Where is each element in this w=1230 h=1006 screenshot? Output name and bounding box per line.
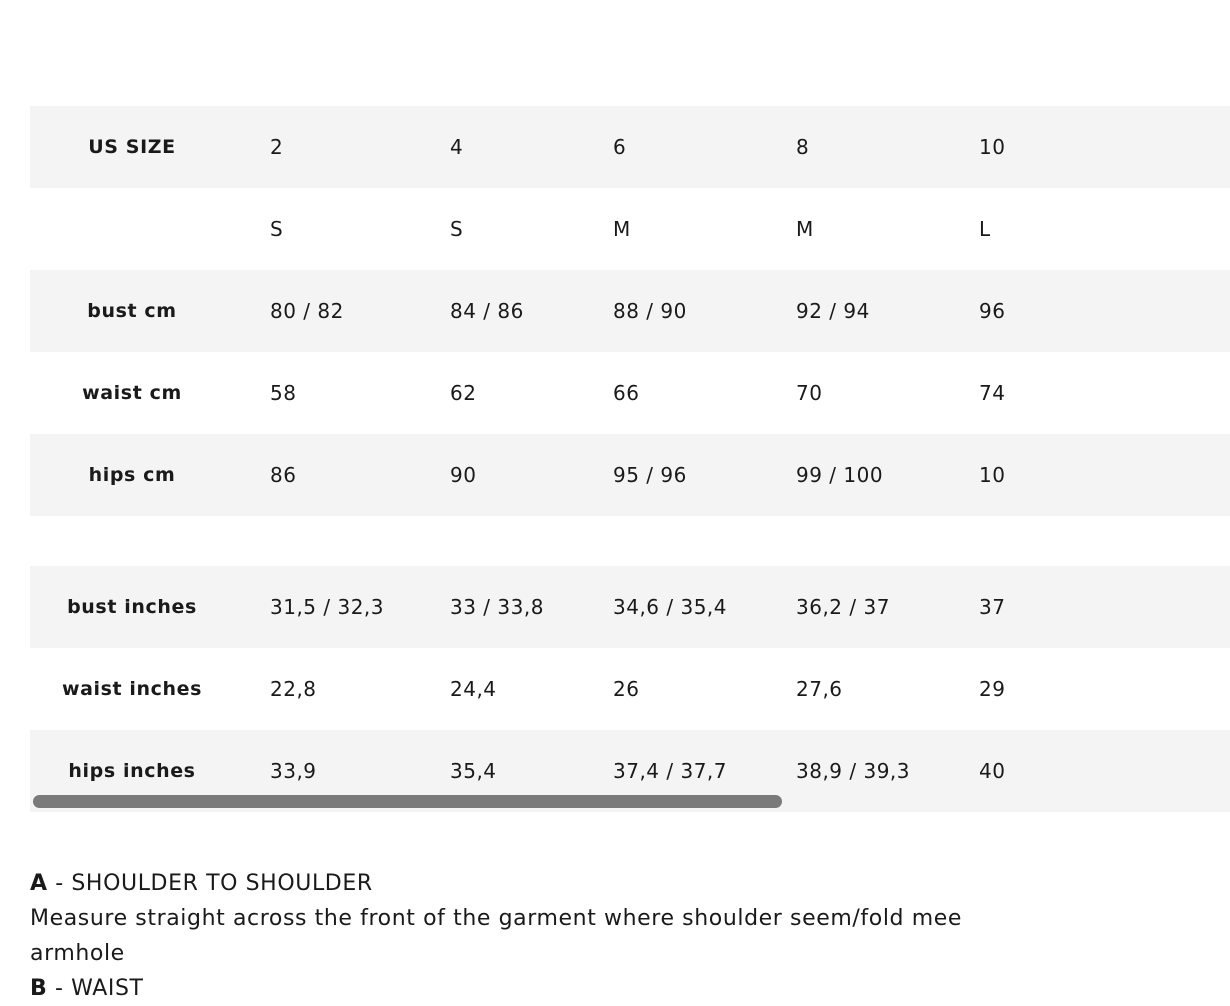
table-cell: 37,4 / 37,7 [613,759,728,783]
table-cell: 40 [979,759,1006,783]
measurement-b-letter: B [30,976,48,1001]
table-cell: 95 / 96 [613,463,687,487]
table-cell: 90 [450,463,477,487]
table-cell: M [613,217,631,241]
table-row-waist-inches [30,648,1230,730]
table-cell: 8 [796,135,810,159]
table-cell: 29 [979,677,1006,701]
table-row-waist-cm [30,352,1230,434]
table-cell: S [270,217,284,241]
table-row-letter-size [30,188,1230,270]
table-cell: 70 [796,381,823,405]
measurement-a-text-line2: armhole [30,941,125,966]
row-label: waist cm [82,382,182,404]
row-label: hips inches [68,760,196,782]
table-cell: 10 [979,463,1006,487]
table-cell: 84 / 86 [450,299,524,323]
table-cell: 22,8 [270,677,317,701]
measurement-a-text-line1: Measure straight across the front of the garment where shoulder seem/fold mee [30,906,962,931]
table-cell: 66 [613,381,640,405]
table-cell: 2 [270,135,284,159]
table-cell: 96 [979,299,1006,323]
table-cell: 27,6 [796,677,843,701]
table-cell: 34,6 / 35,4 [613,595,728,619]
table-cell: 92 / 94 [796,299,870,323]
table-row-bust-inches [30,566,1230,648]
table-cell: 37 [979,595,1006,619]
table-cell: 62 [450,381,477,405]
table-cell: 6 [613,135,627,159]
table-cell: L [979,217,991,241]
measurement-instructions [30,866,1000,1006]
size-table[interactable] [30,106,1006,810]
table-cell: 24,4 [450,677,497,701]
table-cell: 88 / 90 [613,299,687,323]
measurement-b-heading [30,971,1000,1006]
table-cell: 31,5 / 32,3 [270,595,385,619]
measurement-a-letter: A [30,871,48,896]
table-cell: 99 / 100 [796,463,884,487]
measurement-a-title: - SHOULDER TO SHOULDER [47,871,373,896]
table-cell: M [796,217,814,241]
table-cell: 4 [450,135,464,159]
table-cell: 36,2 / 37 [796,595,890,619]
table-cell: S [450,217,464,241]
table-row-bust-cm [30,270,1230,352]
row-label: US SIZE [88,136,176,158]
row-label: bust cm [87,300,177,322]
row-label: hips cm [88,464,176,486]
table-cell: 33,9 [270,759,317,783]
row-label [30,188,234,270]
measurement-b-title: - WAIST [47,976,144,1001]
table-cell: 80 / 82 [270,299,344,323]
table-cell: 86 [270,463,297,487]
table-cell: 26 [613,677,640,701]
table-cell: 58 [270,381,297,405]
table-row-hips-cm [30,434,1230,516]
table-cell: 38,9 / 39,3 [796,759,911,783]
table-row-us-size [30,106,1230,188]
measurement-a-heading [30,866,1000,901]
table-cell: 35,4 [450,759,497,783]
row-label: bust inches [67,596,197,618]
table-cell: 74 [979,381,1006,405]
horizontal-scrollbar-thumb[interactable] [33,795,782,808]
table-cell: 33 / 33,8 [450,595,544,619]
row-label: waist inches [61,678,203,700]
table-cell: 10 [979,135,1006,159]
